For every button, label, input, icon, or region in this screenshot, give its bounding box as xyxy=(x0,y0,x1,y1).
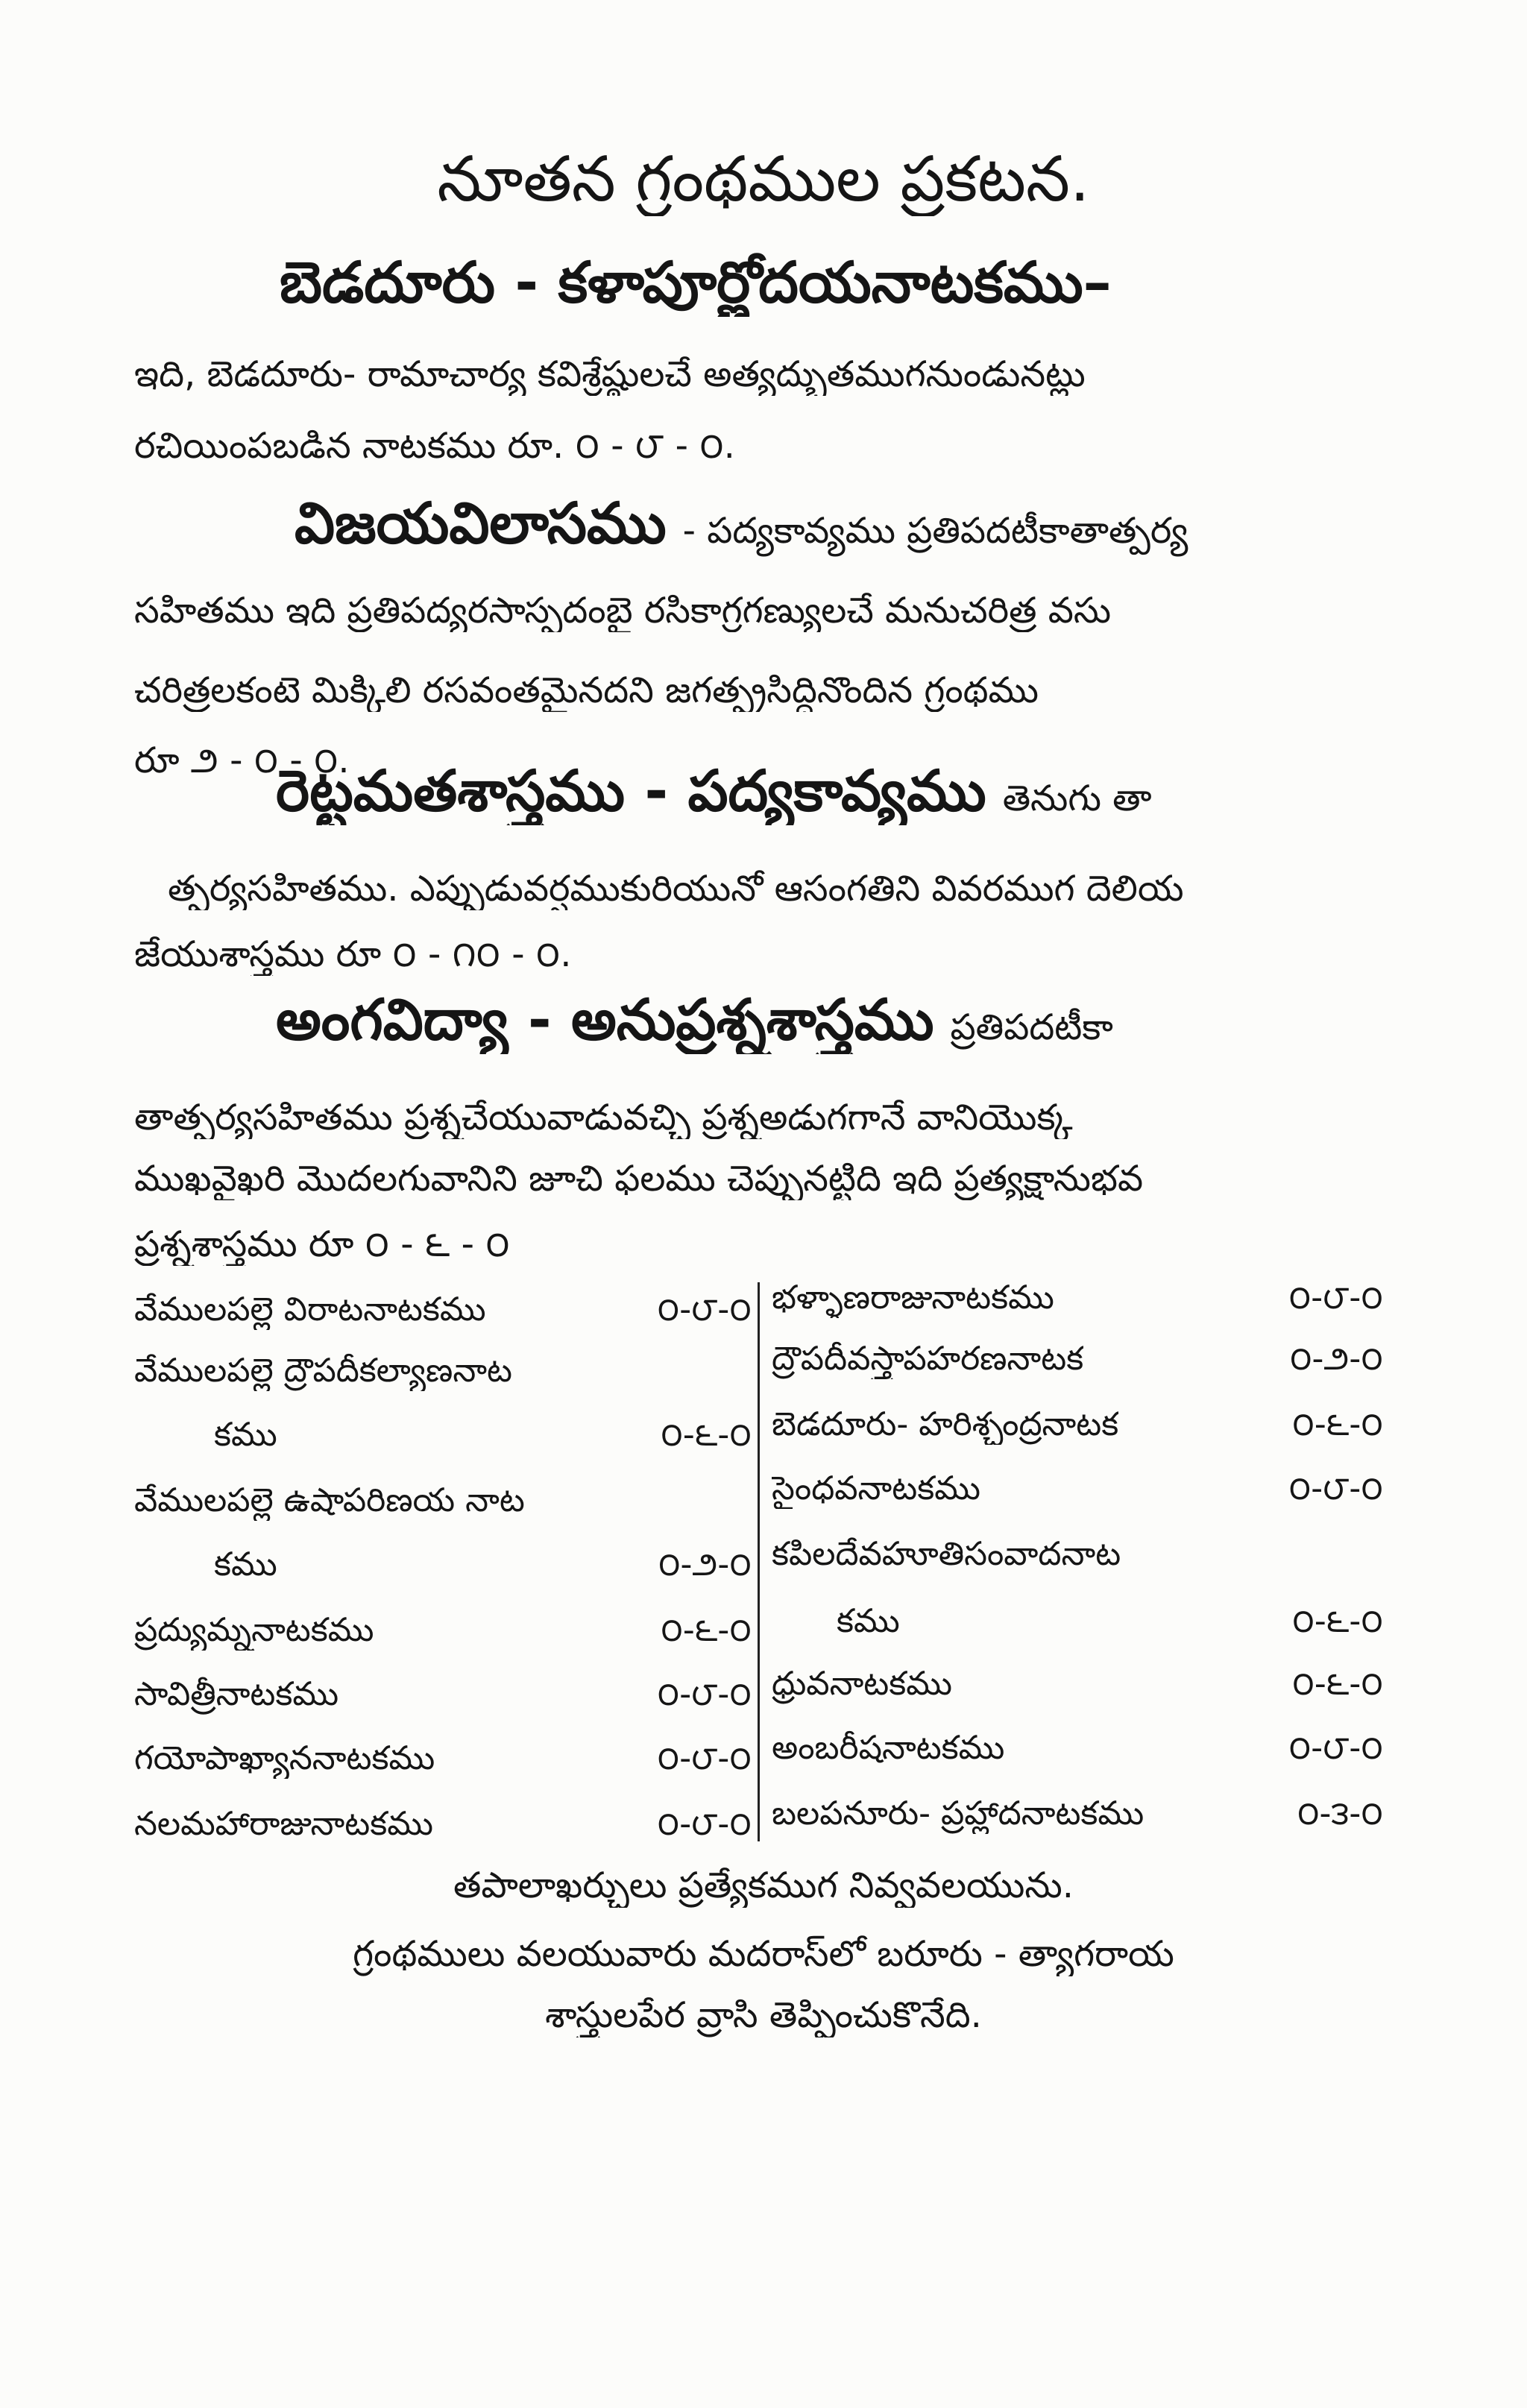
book-heading xyxy=(280,248,1473,317)
catalog-row xyxy=(134,1804,752,1844)
catalog-row xyxy=(772,1794,1383,1834)
catalog-price: ౦-౬-౦ xyxy=(1292,1405,1383,1443)
catalog-row xyxy=(134,1351,752,1391)
catalog-price: ౦-౮-౦ xyxy=(657,1739,752,1777)
catalog-title: బెడదూరు- హరిశ్చంద్రనాటక xyxy=(772,1405,1119,1443)
catalog-row-continuation xyxy=(772,1601,1383,1642)
book-heading-text: అంగవిద్యా - అనుప్రశ్నశాస్త్రము xyxy=(276,986,934,1053)
catalog-price: ౦-౬-౦ xyxy=(1292,1665,1383,1703)
footer-order-note: శాస్త్రులపేర వ్రాసి తెప్పించుకొనేది. xyxy=(545,1994,982,2036)
footer-order-note: గ్రంథములు వలయువారు మదరాస్‌లో బరూరు - త్యాగరాయ xyxy=(353,1933,1174,1975)
catalog-title: కపిలదేవహూతిసంవాదనాట xyxy=(772,1535,1121,1573)
catalog-row xyxy=(134,1610,752,1651)
catalog-row xyxy=(772,1534,1383,1575)
catalog-title: వేములపల్లె ద్రౌపదీకల్యాణనాట xyxy=(134,1352,513,1390)
book-subheading: ప్రతిపదటీకా xyxy=(950,1006,1113,1048)
catalog-row xyxy=(772,1728,1383,1768)
catalog-row xyxy=(772,1469,1383,1509)
catalog-row xyxy=(772,1405,1383,1445)
catalog-title: ద్రౌపదీవస్త్రాపహరణనాటక xyxy=(772,1340,1084,1378)
book-price-line: రూ ౨ - ౦ - ౦. xyxy=(134,740,350,781)
book-subheading: - పద్యకావ్యము ప్రతిపదటీకాతాత్పర్య xyxy=(682,510,1188,552)
book-heading-text: రెట్టమతశాస్త్రము - పద్యకావ్యము xyxy=(276,757,986,824)
catalog-price: ౦-౩-౦ xyxy=(1297,1794,1383,1832)
book-description-line: ఇది, బెడదూరు- రామాచార్య కవిశ్రేష్ఠులచే అత్యద్భుతముగనుండునట్లు xyxy=(134,353,1086,395)
catalog-price: ౦-౮-౦ xyxy=(1288,1729,1383,1767)
book-subheading: తెనుగు తా xyxy=(1002,778,1152,819)
catalog-row xyxy=(772,1664,1383,1704)
book-heading-text: విజయవిలాసము xyxy=(295,490,667,556)
footer-postage-note: తపాలాఖర్చులు ప్రత్యేకముగ నివ్వవలయును. xyxy=(453,1865,1074,1906)
catalog-title-continuation: కము xyxy=(214,1545,277,1583)
catalog-title: వేములపల్లె విరాటనాటకము xyxy=(134,1290,486,1329)
book-heading xyxy=(295,489,1487,558)
book-price-line: జేయుశాస్త్రము రూ ౦ - ౧౦ - ౦. xyxy=(134,933,572,975)
catalog-title: భళ్ళాణరాజునాటకము xyxy=(772,1279,1054,1317)
catalog-title: ధ్రువనాటకము xyxy=(772,1665,952,1703)
catalog-price: ౦-౮-౦ xyxy=(657,1290,752,1329)
page-title: నూతన గ్రంథముల ప్రకటన. xyxy=(437,142,1090,215)
book-description-line: త్పర్యసహితము. ఎప్పుడువర్షముకురియునో ఆసంగతిని వివరముగ దెలియ xyxy=(168,868,1184,910)
catalog-title: అంబరీషనాటకము xyxy=(772,1729,1005,1767)
catalog-row-continuation xyxy=(134,1545,752,1585)
catalog-price: ౦-౮-౦ xyxy=(1288,1279,1383,1317)
catalog-title-continuation: కము xyxy=(214,1416,277,1454)
catalog-row xyxy=(772,1278,1383,1318)
book-description-line: సహితము ఇది ప్రతిపద్యరసాస్పదంబై రసికాగ్రగణ్యులచే మనుచరిత్ర వసు xyxy=(134,590,1112,631)
catalog-title: బలపనూరు- ప్రహ్లాదనాటకము xyxy=(772,1794,1145,1832)
catalog-row-continuation xyxy=(134,1415,752,1455)
book-description-line: చరిత్రలకంటె మిక్కిలి రసవంతమైనదని జగత్ప్రసిద్ధినొందిన గ్రంథము xyxy=(134,669,1039,711)
catalog-row xyxy=(134,1290,752,1330)
catalog-price: ౦-౮-౦ xyxy=(657,1805,752,1843)
book-heading-text: బెడదూరు - కళాపూర్ణోదయనాటకము– xyxy=(280,249,1112,315)
catalog-price: ౦-౮-౦ xyxy=(657,1675,752,1713)
book-price-line: ప్రశ్నశాస్త్రము రూ ౦ - ౬ - ౦ xyxy=(134,1223,510,1265)
book-heading xyxy=(276,757,1469,825)
book-price-line: రచియింపబడిన నాటకము రూ. ౦ - ౮ - ౦. xyxy=(134,425,735,467)
catalog-title: వేములపల్లె ఉషాపరిణయ నాట xyxy=(134,1481,525,1519)
catalog-row xyxy=(134,1481,752,1521)
catalog-title: నలమహారాజునాటకము xyxy=(134,1805,433,1843)
catalog-price: ౦-౨-౦ xyxy=(1289,1340,1383,1378)
catalog-title: సైంధవనాటకము xyxy=(772,1469,980,1507)
catalog-title: ప్రద్యుమ్ననాటకము xyxy=(134,1611,374,1649)
catalog-row xyxy=(772,1339,1383,1379)
book-heading xyxy=(276,986,1469,1054)
catalog-title: సావిత్రీనాటకము xyxy=(134,1675,339,1713)
catalog-title: గయోపాఖ్యాననాటకము xyxy=(134,1739,435,1777)
book-description-line: తాత్పర్యసహితము ప్రశ్నచేయువాడువచ్చి ప్రశ్నఅడుగగానే వానియొక్క xyxy=(134,1097,1073,1138)
catalog-price: ౦-౬-౦ xyxy=(1292,1602,1383,1640)
catalog-row xyxy=(134,1674,752,1715)
catalog-price: ౦-౬-౦ xyxy=(661,1416,752,1454)
column-divider xyxy=(758,1282,760,1841)
catalog-price: ౦-౮-౦ xyxy=(1288,1469,1383,1507)
catalog-row xyxy=(134,1739,752,1779)
catalog-price: ౦-౨-౦ xyxy=(658,1545,752,1583)
book-description-line: ముఖవైఖరి మొదలగువానిని జూచి ఫలము చెప్పునట్టిది ఇది ప్రత్యక్షానుభవ xyxy=(134,1158,1144,1200)
catalog-title-continuation: కము xyxy=(837,1602,900,1640)
catalog-price: ౦-౬-౦ xyxy=(661,1611,752,1649)
